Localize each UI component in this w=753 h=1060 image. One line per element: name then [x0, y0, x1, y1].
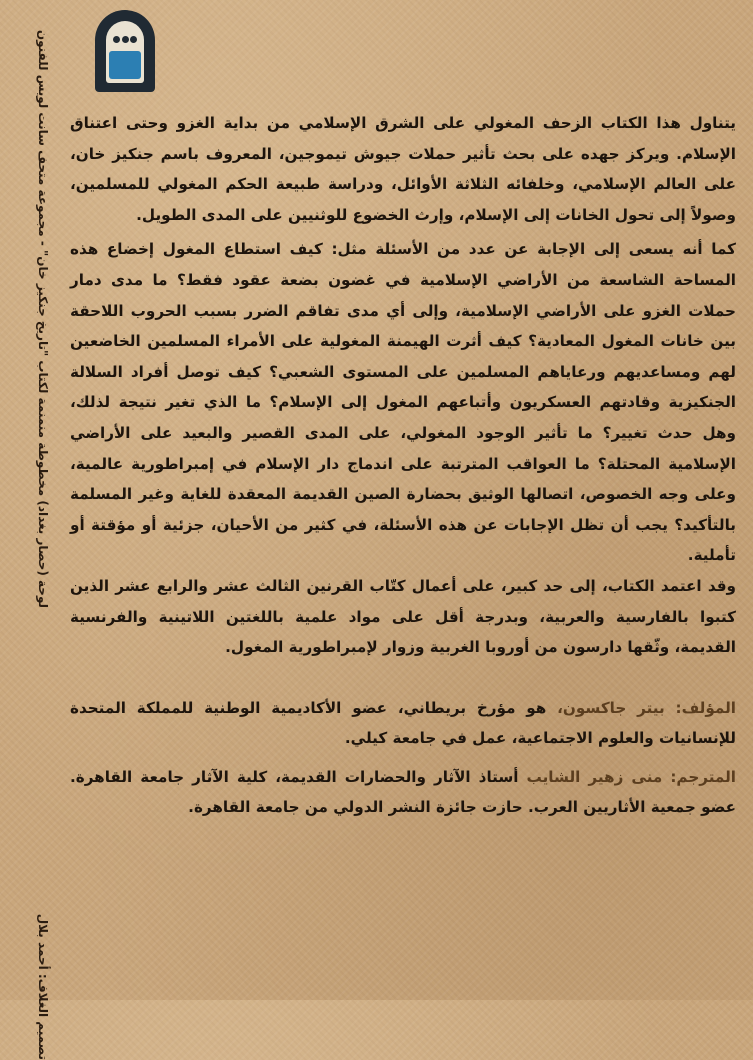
author-credit	[70, 693, 736, 754]
intro-paragraph: يتناول هذا الكتاب الزحف المغولي على الشرق الإسلامي من بداية الغزو وحتى اعتناق الإسلام. ويركز جهده على بحث تأثير حملات جيوش تيموجين، المعروف باسم جنكيز خان، على العالم الإسلامي، وخلفائه الثلاثة الأوائل، ودراسة طبيعة الحكم المغولي للمسلمين، وصولاً إلى تحول الخانات إلى الإسلام، وإرث الخضوع للوثنيين على المدى الطويل.	[70, 114, 736, 224]
logo-dot	[130, 36, 137, 43]
author-name: بيتر جاكسون،	[557, 698, 665, 717]
questions-paragraph: كما أنه يسعى إلى الإجابة عن عدد من الأسئلة مثل: كيف استطاع المغول إخضاع هذه المساحة الشاسعة من الأراضي الإسلامية في غضون بضعة عقود فقط؟ ما مدى دمار حملات الغزو على الأراضي الإسلامية، وإلى أي مدى تفاقم الضرر بسبب الحروب اللاحقة بين خانات المغول المعادية؟ كيف أثرت الهيمنة المغولية على الأمراء المسلمين الخاضعين لهم ومساعديهم ورعاياهم المسلمين على المستوى الشعبي؟ كيف توصل أفراد السلالة الجنكيزية وقادتهم العسكريون وأتباعهم المغول إلى الإسلام؟ ما الذي تغير نتيجة لذلك، وهل حدث تغيير؟ ما تأثير الوجود المغولي، على المدى القصير والبعيد على الأراضي الإسلامية المحتلة؟ ما العواقب المترتبة على اندماج دار الإسلام في إمبراطورية عالمية، وعلى وجه الخصوص، اتصالها الوثيق بحضارة الصين القديمة المعقدة للغاية وغير المسلمة بالتأكيد؟ يجب أن تظل الإجابات عن هذه الأسئلة، في كثير من الأحيان، جزئية أو مؤقتة أو تأملية.	[70, 240, 736, 565]
back-cover-text	[70, 108, 736, 823]
translator-description: أستاذ الآثار والحضارات القديمة، كلية الآثار جامعة القاهرة. عضو جمعية الأثاريين العرب. حازت جائزة النشر الدولي من جامعة القاهرة.	[70, 767, 736, 817]
cover-designer-credit: تصميم الغلاف: أحمد بلال	[36, 913, 50, 1060]
translator-role-label: المترجم:	[670, 767, 737, 786]
translator-name: منى زهير الشايب	[526, 767, 663, 786]
author-description: هو مؤرخ بريطاني، عضو الأكاديمية الوطنية للمملكة المتحدة للإنسانيات والعلوم الاجتماعية، عمل في جامعة كيلي.	[70, 698, 736, 748]
credits-block	[70, 693, 736, 823]
publisher-logo	[95, 10, 155, 92]
logo-dot	[122, 36, 129, 43]
publisher-logo-inner	[106, 21, 144, 83]
spine-strip	[18, 29, 50, 1060]
logo-dots	[113, 36, 137, 48]
sources-paragraph: وقد اعتمد الكتاب، إلى حد كبير، على أعمال كتّاب القرنين الثالث عشر والرابع عشر الذين كتبوا بالفارسية والعربية، وبدرجة أقل على مواد علمية باللغتين اللاتينية والفرنسية القديمة، وثّقها دارسون من أوروبا الغربية وزوار لإمبراطورية المغول.	[70, 576, 736, 657]
cover-image-credit: لوحة (حصار بغداد) مخطوطة منمنمة لكتاب "تاريخ جنكيز خان" - مجموعة متحف سانت لويس للفنون	[36, 29, 50, 608]
author-role-label: المؤلف:	[675, 698, 736, 717]
logo-dot	[113, 36, 120, 43]
logo-glyph	[109, 51, 141, 79]
translator-credit	[70, 762, 736, 823]
